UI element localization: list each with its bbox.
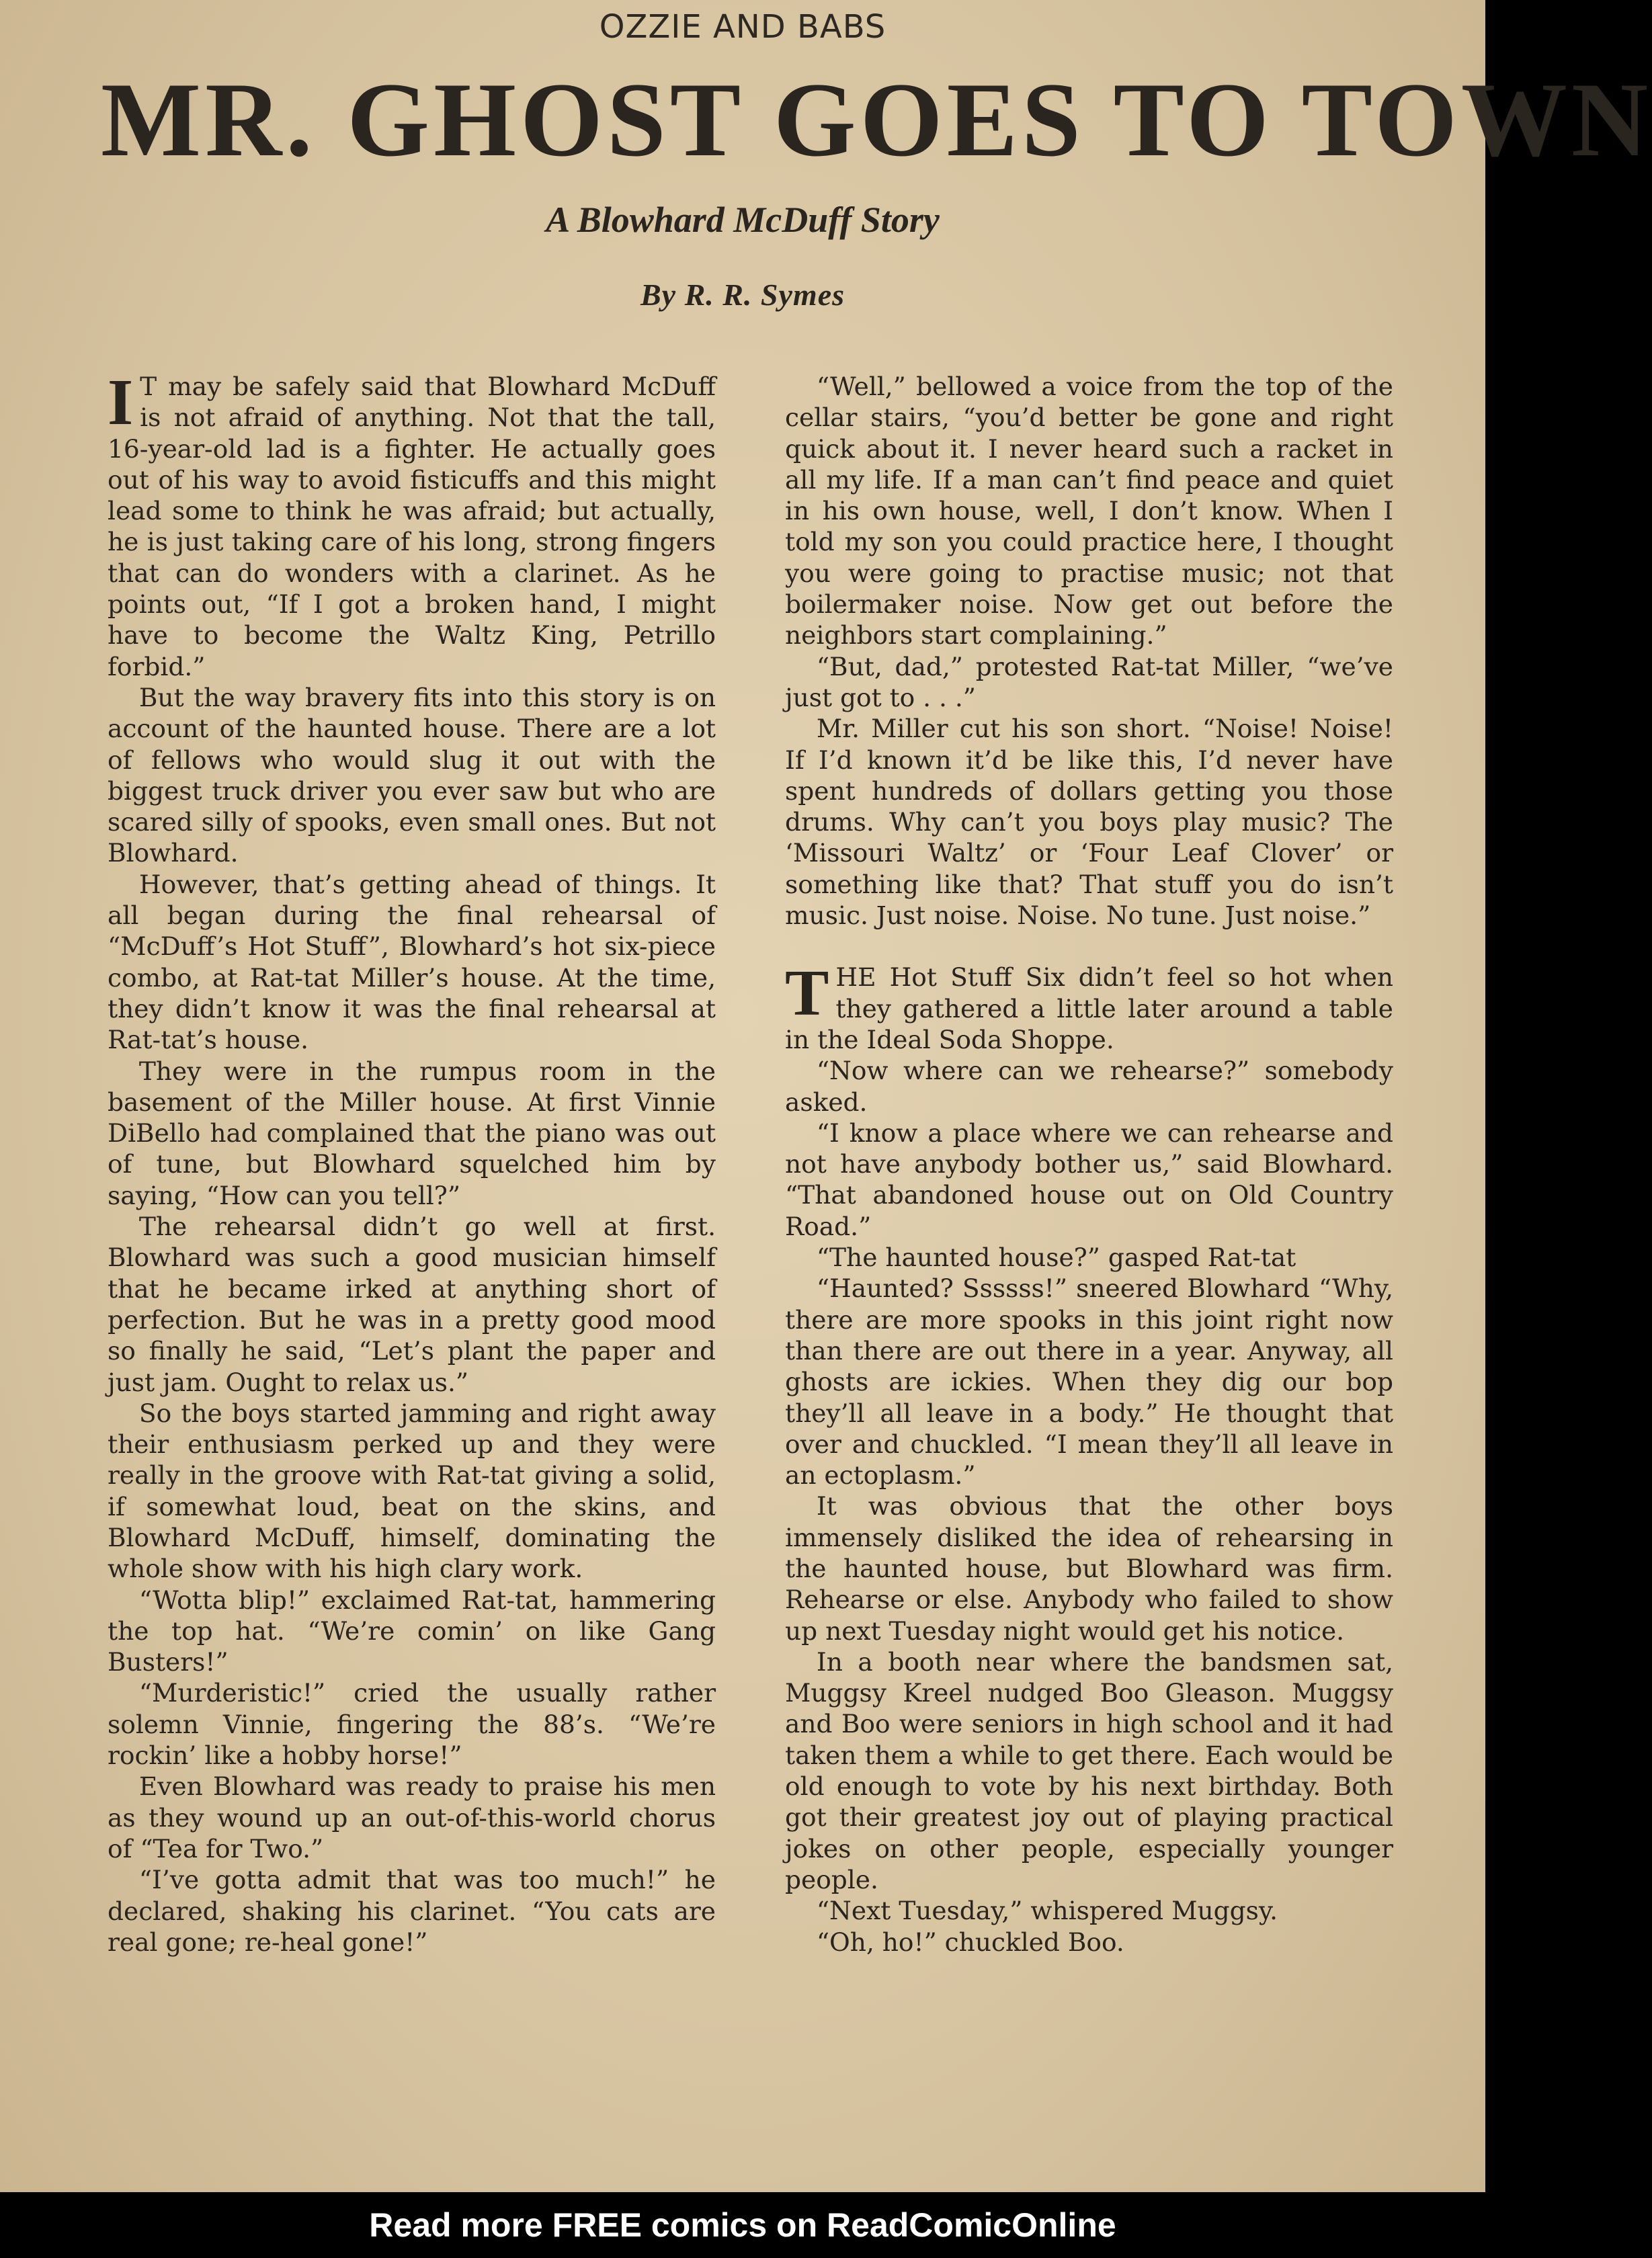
paragraph: Mr. Miller cut his son short. “Noise! Noise! If I’d known it’d be like this, I’d never have spent hundreds of dollars getting you those drums. Why can’t you boys play music? The ‘Missouri Waltz’ or ‘Four Leaf Clover’ or something like that? That stuff you do isn’t music. Just noise. Noise. No tune. Just noise.” <box>785 714 1393 931</box>
story-title: MR. GHOST GOES TO TOWN <box>101 61 1652 179</box>
paragraph: “But, dad,” protested Rat-tat Miller, “we’ve just got to . . .” <box>785 651 1393 712</box>
byline: By R. R. Symes <box>640 278 845 312</box>
paragraph: But the way bravery fits into this story is on account of the haunted house. There are a lot of fellows who would slug it out with the biggest truck driver you ever saw but who are scared silly of spooks, even small ones. But not Blowhard. <box>108 682 716 868</box>
drop-cap: I <box>108 366 134 439</box>
paragraph: “The haunted house?” gasped Rat-tat <box>816 1243 1296 1273</box>
paragraph: “Oh, ho!” chuckled Boo. <box>816 1927 1124 1957</box>
footer-banner[interactable]: Read more FREE comics on ReadComicOnline <box>0 2192 1485 2258</box>
story-subtitle: A Blowhard McDuff Story <box>546 200 940 240</box>
right-column <box>785 371 1393 1958</box>
drop-cap: T <box>785 957 829 1030</box>
paragraph: “Wotta blip!” exclaimed Rat-tat, hammering the top hat. “We’re comin’ on like Gang Busters!” <box>108 1585 716 1677</box>
paragraph: “Next Tuesday,” whispered Muggsy. <box>816 1896 1278 1926</box>
paragraph: “I’ve gotta admit that was too much!” he declared, shaking his clarinet. “You cats are real gone; re-heal gone!” <box>108 1865 716 1957</box>
paragraph: “Murderistic!” cried the usually rather solemn Vinnie, fingering the 88’s. “We’re rockin’ like a hobby horse!” <box>108 1678 716 1771</box>
opening-paragraph <box>108 366 716 682</box>
section-opening-paragraph <box>785 957 1393 1055</box>
running-head: OZZIE AND BABS <box>599 8 886 46</box>
paragraph: In a booth near where the bandsmen sat, Muggsy Kreel nudged Boo Gleason. Muggsy and Boo were seniors in high school and it had taken them a while to get there. Each would be old enough to vote by his next birthday. Both got their greatest joy out of playing practical jokes on other people, especially younger people. <box>785 1646 1393 1894</box>
paragraph: The rehearsal didn’t go well at first. Blowhard was such a good musician himself that he became irked at anything short of perfection. But he was in a pretty good mood so finally he said, “Let’s plant the paper and just jam. Ought to relax us.” <box>108 1212 716 1397</box>
left-column <box>108 366 716 1958</box>
paragraph: However, that’s getting ahead of things. It all began during the final rehearsal of “McDuff’s Hot Stuff”, Blowhard’s hot six-piece combo, at Rat-tat Miller’s house. At the time, they didn’t know it was the final rehearsal at Rat-tat’s house. <box>108 869 716 1055</box>
opening-paragraph-text: T may be safely said that Blowhard McDuff is not afraid of anything. Not that the tall, 16-year-old lad is a fighter. He actually goes out of his way to avoid fisticuffs and this might lead some to think he was afraid; but actually, he is just taking care of his long, strong fingers that can do wonders with a clarinet. As he points out, “If I got a broken hand, I might have to become the Waltz King, Petrillo forbid.” <box>108 372 716 681</box>
paragraph: They were in the rumpus room in the basement of the Miller house. At first Vinnie DiBello had complained that the piano was out of tune, but Blowhard squelched him by saying, “How can you tell?” <box>108 1056 716 1210</box>
paragraph: “Well,” bellowed a voice from the top of the cellar stairs, “you’d better be gone and right quick about it. I never heard such a racket in all my life. If a man can’t find peace and quiet in his own house, well, I don’t know. When I told my son you could practice here, I thought you were going to practise music; not that boilermaker noise. Now get out before the neighbors start complaining.” <box>785 372 1393 651</box>
paragraph: It was obvious that the other boys immensely disliked the idea of rehearsing in the haunted house, but Blowhard was firm. Rehearse or else. Anybody who failed to show up next Tuesday night would get his notice. <box>785 1491 1393 1646</box>
paragraph: So the boys started jamming and right away their enthusiasm perked up and they were really in the groove with Rat-tat giving a solid, if somewhat loud, beat on the skins, and Blowhard McDuff, himself, dominating the whole show with his high clary work. <box>108 1398 716 1584</box>
section-break <box>785 931 1393 962</box>
paragraph: “Now where can we rehearse?” somebody asked. <box>785 1056 1393 1117</box>
paragraph: Even Blowhard was ready to praise his men as they wound up an out-of-this-world chorus of “Tea for Two.” <box>108 1771 716 1864</box>
paragraph: “I know a place where we can rehearse and not have anybody bother us,” said Blowhard. “That abandoned house out on Old Country Road.” <box>785 1118 1393 1241</box>
paragraph: “Haunted? Ssssss!” sneered Blowhard “Why, there are more spooks in this joint right now than there are out there in a year. Anyway, all ghosts are ickies. When they dig our bop they’ll all leave in a body.” He thought that over and chuckled. “I mean they’ll all leave in an ectoplasm.” <box>785 1273 1393 1491</box>
section-opening-text: HE Hot Stuff Six didn’t feel so hot when they gathered a little later around a table in the Ideal Soda Shoppe. <box>785 962 1393 1054</box>
